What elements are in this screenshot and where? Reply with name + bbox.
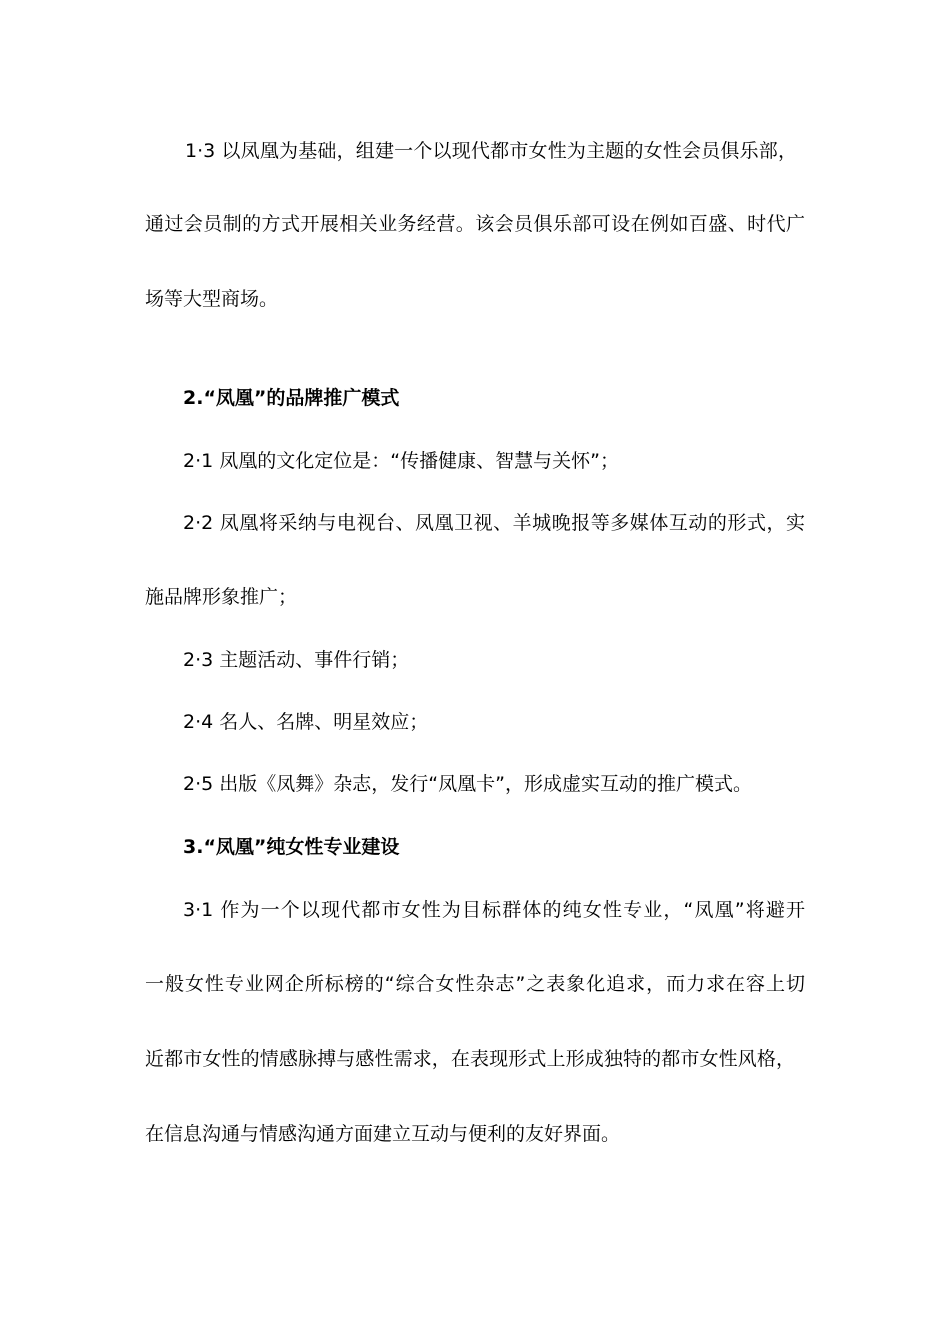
paragraph-2-4: 2·4 名人、名牌、明星效应； bbox=[183, 711, 429, 733]
paragraph-1-3-line-3: 场等大型商场。 bbox=[145, 288, 279, 310]
paragraph-2-3: 2·3 主题活动、事件行销； bbox=[183, 649, 410, 671]
paragraph-2-1: 2·1 凤凰的文化定位是：“传播健康、智慧与关怀”； bbox=[183, 450, 619, 472]
paragraph-3-1-line-4: 在信息沟通与情感沟通方面建立互动与便利的友好界面。 bbox=[145, 1123, 621, 1145]
section-3-heading: 3.“凤凰”纯女性专业建设 bbox=[183, 836, 400, 858]
paragraph-2-5: 2·5 出版《凤舞》杂志，发行“凤凰卡”，形成虚实互动的推广模式。 bbox=[183, 773, 752, 795]
paragraph-1-3-line-2: 通过会员制的方式开展相关业务经营。该会员俱乐部可设在例如百盛、时代广 bbox=[145, 213, 805, 235]
paragraph-3-1-line-2: 一般女性专业网企所标榜的“综合女性杂志”之表象化追求，而力求在容上切 bbox=[145, 973, 805, 995]
paragraph-1-3-line-1: 1·3 以凤凰为基础，组建一个以现代都市女性为主题的女性会员俱乐部， bbox=[185, 140, 797, 162]
paragraph-2-2-line-2: 施品牌形象推广； bbox=[145, 586, 298, 608]
paragraph-2-2-line-1: 2·2 凤凰将采纳与电视台、凤凰卫视、羊城晚报等多媒体互动的形式，实 bbox=[183, 512, 805, 534]
section-2-heading: 2.“凤凰”的品牌推广模式 bbox=[183, 387, 400, 409]
paragraph-3-1-line-3: 近都市女性的情感脉搏与感性需求，在表现形式上形成独特的都市女性风格， bbox=[145, 1048, 795, 1070]
paragraph-3-1-line-1: 3·1 作为一个以现代都市女性为目标群体的纯女性专业，“凤凰”将避开 bbox=[183, 899, 805, 921]
